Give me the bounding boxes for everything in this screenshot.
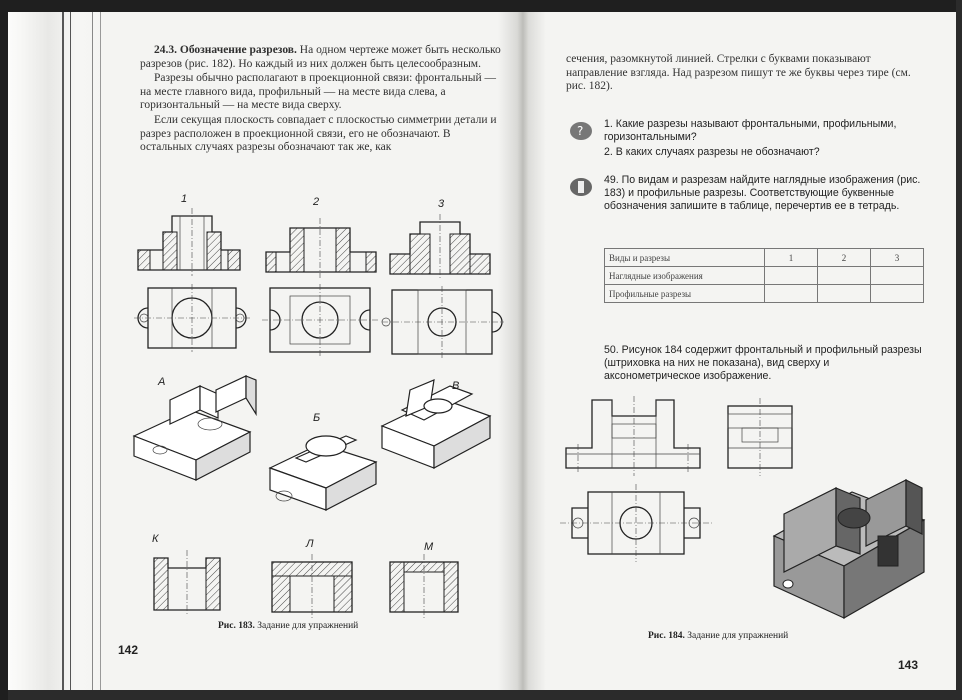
table-cell: [818, 285, 871, 303]
right-page-continuation: сечения, разомкнутой линией. Стрелки с буквами показывают направление взгляда. Над разрезом пишут те же буквы через тире (см. рис. 182).: [566, 53, 911, 93]
isometric-v: [382, 380, 490, 468]
section-label-k: К: [152, 533, 159, 545]
figure-184-drawings: [560, 396, 930, 626]
scan-border-right: [956, 0, 962, 700]
page-edge-line: [62, 0, 64, 700]
caption-number: Рис. 183.: [218, 621, 255, 631]
table-cell: 2: [818, 249, 871, 267]
table-cell: [765, 267, 818, 285]
table-row: [605, 267, 924, 285]
section-label-l: Л: [306, 538, 314, 550]
section-label-m: М: [424, 541, 434, 553]
table-row: [605, 285, 924, 303]
scan-border-bottom: [0, 690, 962, 700]
top-view-2: [262, 284, 378, 356]
column-label-3: 3: [438, 198, 445, 210]
figure-183-drawings: [120, 200, 510, 620]
column-label-2: 2: [313, 196, 320, 208]
caption-number: Рис. 184.: [648, 631, 685, 641]
iso-label-a: А: [158, 376, 166, 388]
top-view-3: [382, 286, 504, 360]
isometric-a: [134, 376, 256, 480]
column-label-1: 1: [181, 193, 188, 205]
scan-border-top: [0, 0, 962, 12]
profile-section-k: [154, 550, 220, 616]
front-section-2: [266, 218, 376, 278]
table-cell: Профильные разрезы: [605, 285, 765, 303]
top-view-184: [560, 484, 712, 562]
figure-183-caption: [218, 621, 358, 631]
svg-text:?: ?: [577, 124, 584, 138]
question-1: 1. Какие разрезы называют фронтальными, профильными, горизонтальными?: [604, 118, 897, 143]
page-edge-line: [100, 0, 101, 700]
table-cell: [871, 267, 924, 285]
table-cell: Наглядные изображения: [605, 267, 765, 285]
table-cell: 1: [765, 249, 818, 267]
question-icon: [568, 120, 594, 142]
question-2: 2. В каких случаях разрезы не обозначают?: [604, 146, 820, 158]
task-49: 49. По видам и разрезам найдите наглядные изображения (рис. 183) и профильные разрезы. Соответствующие буквенные обозначения запишите в таблице, перечертив ее в тетрадь.: [604, 174, 921, 212]
figure-184-caption: [648, 631, 788, 641]
section-heading: 24.3. Обозначение разрезов.: [154, 44, 297, 56]
left-page-text: [140, 44, 504, 156]
table-cell: Виды и разрезы: [605, 249, 765, 267]
table-header-row: [605, 249, 924, 267]
profile-section-m: [390, 554, 458, 618]
table-cell: [818, 267, 871, 285]
section-paragraph: [140, 44, 504, 71]
table-cell: 3: [871, 249, 924, 267]
task-50: 50. Рисунок 184 содержит фронтальный и профильный разрезы (штриховка на них не показана), вид сверху и аксонометрическое изображение.: [604, 344, 922, 382]
table-cell: [871, 285, 924, 303]
profile-section-184: [728, 398, 792, 476]
front-section-3: [390, 214, 490, 280]
table-cell: [765, 285, 818, 303]
front-section-184: [566, 396, 700, 476]
section-intro: На одном чертеже может быть несколько разрезов (рис. 182). Но каждый из них должен быть целесообразным.: [140, 44, 501, 70]
page-edge-line: [70, 0, 71, 700]
iso-label-b: Б: [313, 412, 321, 424]
profile-section-l: [272, 554, 352, 618]
caption-text: Задание для упражнений: [684, 631, 789, 641]
isometric-184: [774, 480, 924, 618]
caption-text: Задание для упражнений: [254, 621, 359, 631]
page-number-right: 143: [898, 658, 919, 672]
scan-border-left: [0, 0, 8, 700]
isometric-b: [270, 436, 376, 510]
answer-table: [604, 248, 924, 303]
task-icon: [568, 176, 594, 198]
paragraph-notation: Если секущая плоскость совпадает с плоскостью симметрии детали и разрез расположен в проекционной связи, его не обозначают. В остальных случаях разрезы обозначают так же, как: [140, 113, 497, 154]
iso-label-v: В: [452, 380, 460, 392]
page-number-left: 142: [118, 643, 139, 657]
front-section-1: [138, 208, 240, 276]
paragraph-layout: Разрезы обычно располагают в проекционной связи: фронтальный — на месте главного вида, профильный — на месте вида слева, а горизонтальный — на месте вида сверху.: [140, 72, 497, 112]
page-edge-line: [92, 0, 93, 700]
top-view-1: [134, 284, 250, 352]
